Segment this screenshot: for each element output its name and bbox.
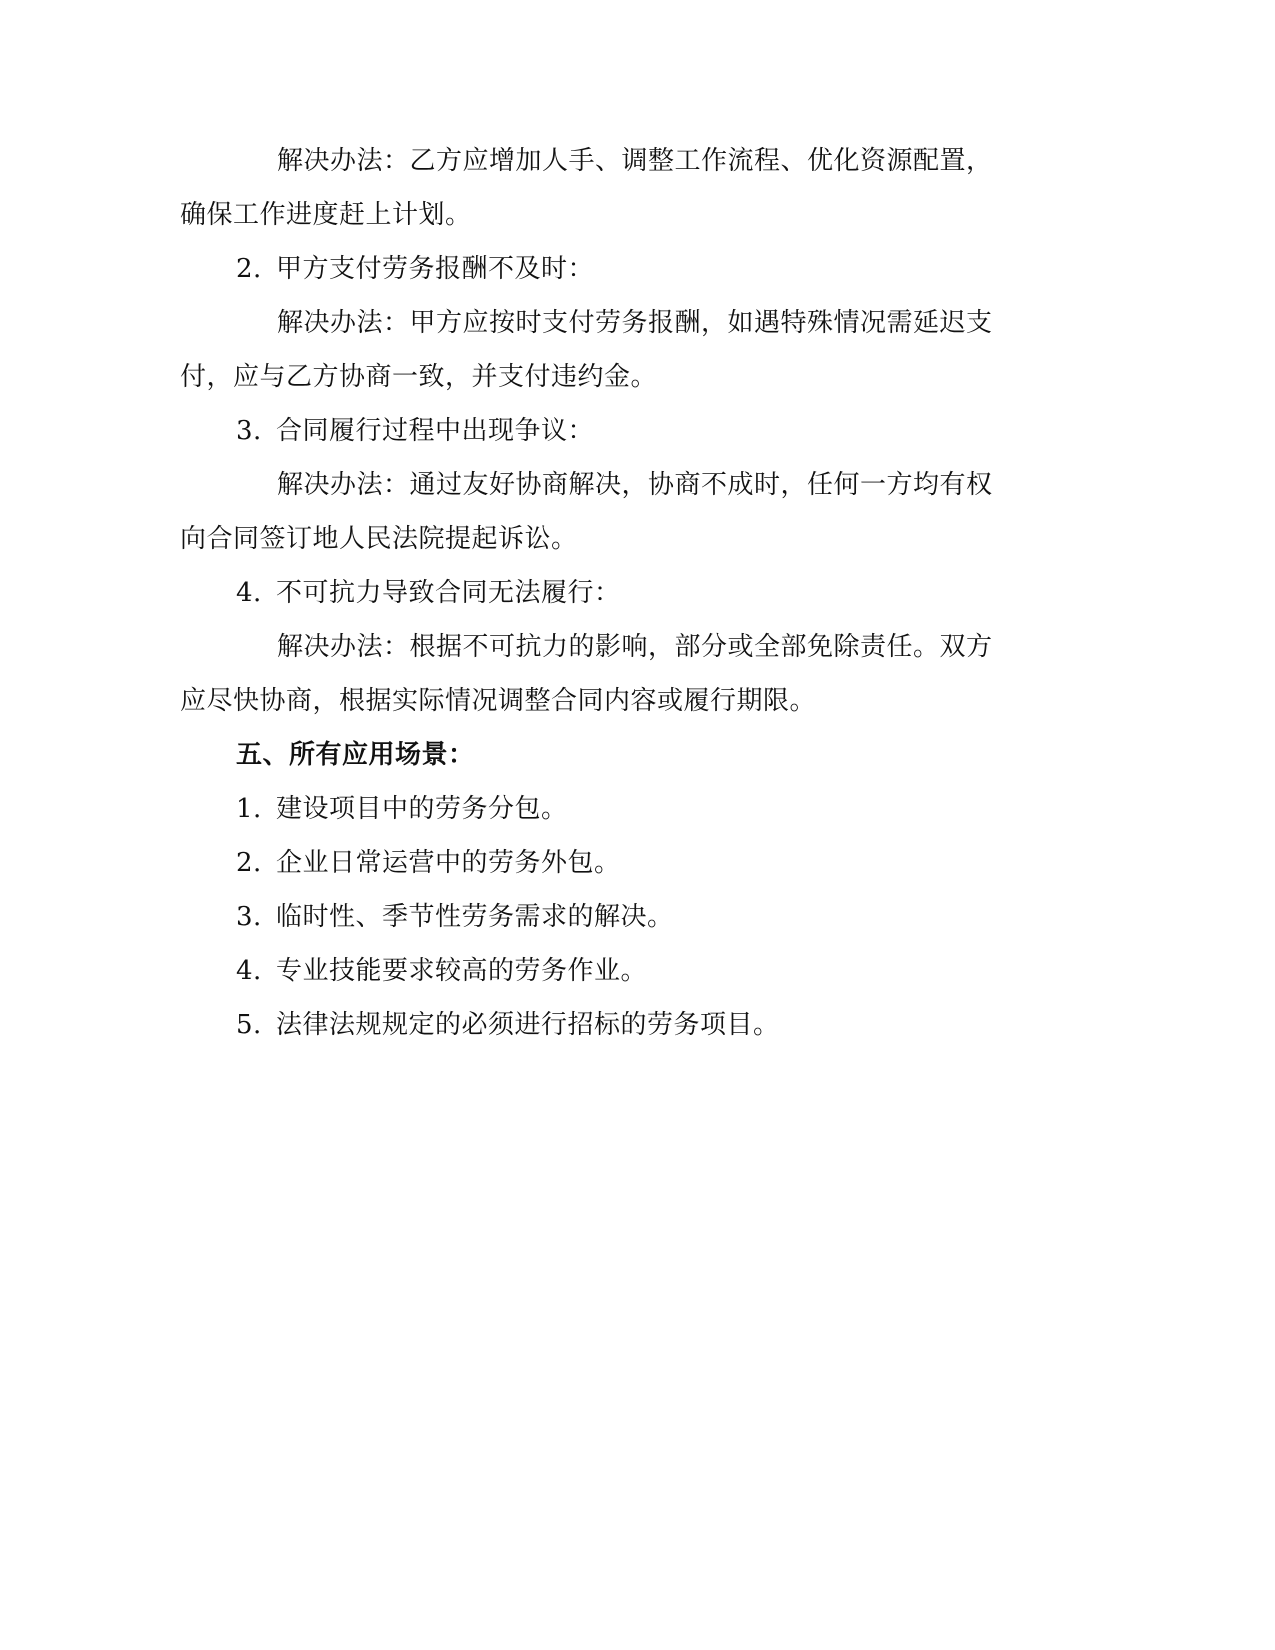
section-5-heading: 五、所有应用场景： [236,740,475,770]
scenario-item [236,1007,780,1043]
list-item-text: 甲方支付劳务报酬不及时： [276,254,595,284]
list-item-text: 专业技能要求较高的劳务作业。 [276,956,648,986]
paragraph-2-line-2: 付，应与乙方协商一致，并支付违约金。 [180,362,658,392]
paragraph-1-line-1: 解决办法：乙方应增加人手、调整工作流程、优化资源配置， [277,146,993,176]
paragraph-3-line-1: 解决办法：通过友好协商解决，协商不成时，任何一方均有权 [277,470,993,500]
list-number: 5. [236,1010,262,1040]
paragraph-3-line-2: 向合同签订地人民法院提起诉讼。 [180,524,578,554]
list-item-text: 合同履行过程中出现争议： [276,416,595,446]
list-number: 4. [236,956,262,986]
list-number: 3. [236,416,262,446]
list-item-text: 临时性、季节性劳务需求的解决。 [276,902,674,932]
list-item-text: 建设项目中的劳务分包。 [276,794,568,824]
list-item-text: 企业日常运营中的劳务外包。 [276,848,621,878]
scenario-item [236,845,621,881]
list-number: 3. [236,902,262,932]
list-number: 2. [236,848,262,878]
list-item-text: 法律法规规定的必须进行招标的劳务项目。 [276,1010,780,1040]
paragraph-4-line-2: 应尽快协商，根据实际情况调整合同内容或履行期限。 [180,686,817,716]
list-item-2 [236,251,594,287]
list-item-4 [236,575,621,611]
paragraph-4-line-1: 解决办法：根据不可抗力的影响，部分或全部免除责任。双方 [277,632,993,662]
list-number: 1. [236,794,262,824]
list-item-3 [236,413,594,449]
list-item-text: 不可抗力导致合同无法履行： [276,578,621,608]
paragraph-1-line-2: 确保工作进度赶上计划。 [180,200,472,230]
paragraph-2-line-1: 解决办法：甲方应按时支付劳务报酬，如遇特殊情况需延迟支 [277,308,993,338]
list-number: 4. [236,578,262,608]
scenario-item [236,791,568,827]
scenario-item [236,953,647,989]
list-number: 2. [236,254,262,284]
scenario-item [236,899,674,935]
